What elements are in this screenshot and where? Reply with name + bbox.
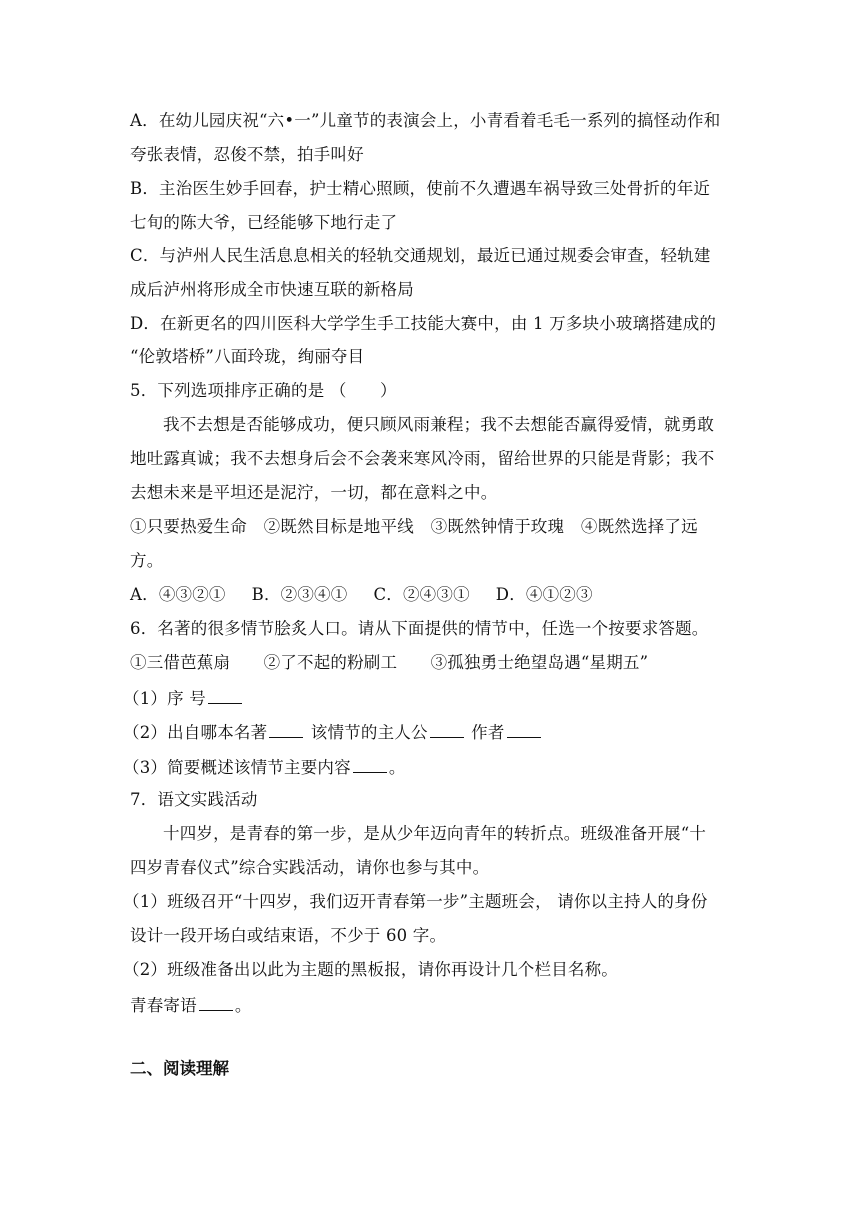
- q7-sub3: [130, 994, 252, 1016]
- q6-sub2-label-protagonist: 该情节的主人公: [310, 723, 428, 742]
- q4-option-c-line2: 成后泸州将形成全市快速互联的新格局: [130, 280, 414, 299]
- q7-sub3-label: 青春寄语: [130, 996, 197, 1015]
- q7-sub1-line2: 设计一段开场白或结束语，不少于 60 字。: [130, 926, 447, 945]
- q4-option-b-line2: 七旬的陈大爷，已经能够下地行走了: [130, 213, 398, 232]
- q5-option-d: D．④①②③: [495, 585, 593, 604]
- q5-stem: 5．下列选项排序正确的是 （ ）: [130, 381, 397, 400]
- q6-sub1: [123, 687, 244, 709]
- q5-passage-line3: 去想未来是平坦还是泥泞，一切，都在意料之中。: [130, 483, 498, 502]
- q4-option-a-line1: A．在幼儿园庆祝“六•一”儿童节的表演会上，小青看着毛毛一系列的搞怪动作和: [130, 111, 721, 130]
- answer-blank: [353, 756, 387, 773]
- q6-sub3: [123, 756, 406, 778]
- answer-blank: [507, 721, 541, 738]
- q5-items-line1: ①只要热爱生命 ②既然目标是地平线 ③既然钟情于玫瑰 ④既然选择了远: [130, 517, 698, 536]
- q6-sub1-label: （1）序 号: [123, 689, 206, 708]
- answer-blank: [430, 721, 464, 738]
- q7-stem: 7．语文实践活动: [130, 790, 258, 809]
- q6-sub3-label: （3）简要概述该情节主要内容: [123, 758, 351, 777]
- q6-sub2-label-author: 作者: [471, 723, 505, 742]
- q5-option-b: B．②③④①: [251, 585, 348, 604]
- q4-option-d-line2: “伦敦塔桥”八面玲珑，绚丽夺目: [130, 347, 365, 366]
- answer-blank: [208, 687, 242, 704]
- answer-blank: [199, 994, 233, 1011]
- answer-blank: [269, 721, 303, 738]
- q4-option-b-line1: B．主治医生妙手回春，护士精心照顾，使前不久遭遇车祸导致三处骨折的年近: [130, 179, 711, 198]
- q5-items-line2: 方。: [130, 551, 164, 570]
- q7-sub3-end: 。: [234, 996, 252, 1015]
- q5-passage-line2: 地吐露真诚；我不去想身后会不会袭来寒风冷雨，留给世界的只能是背影；我不: [130, 449, 715, 468]
- q7-sub2: （2）班级准备出以此为主题的黑板报，请你再设计几个栏目名称。: [123, 960, 618, 979]
- q5-passage-line1: 我不去想是否能够成功，便只顾风雨兼程；我不去想能否赢得爱情，就勇敢: [163, 415, 715, 434]
- q6-sub3-end: 。: [388, 758, 406, 777]
- q6-sub2-label-book: （2）出自哪本名著: [123, 723, 268, 742]
- q6-items: ①三借芭蕉扇 ②了不起的粉刷工 ③孤独勇士绝望岛遇“星期五”: [130, 653, 649, 672]
- q6-sub2: [123, 721, 543, 743]
- q5-options: [130, 585, 593, 605]
- q4-option-d-line1: D．在新更名的四川医科大学学生手工技能大赛中，由 1 万多块小玻璃搭建成的: [130, 314, 717, 333]
- q5-option-c: C．②④③①: [373, 585, 470, 604]
- q5-option-a: A．④③②①: [130, 585, 226, 604]
- q7-passage-line1: 十四岁，是青春的第一步，是从少年迈向青年的转折点。班级准备开展“十: [163, 824, 707, 843]
- q4-option-c-line1: C．与泸州人民生活息息相关的轻轨交通规划，最近已通过规委会审查，轻轨建: [130, 246, 711, 265]
- q7-sub1-line1: （1）班级召开“十四岁，我们迈开青春第一步”主题班会， 请你以主持人的身份: [123, 892, 708, 911]
- q7-passage-line2: 四岁青春仪式”综合实践活动，请你也参与其中。: [130, 858, 490, 877]
- q4-option-a-line2: 夸张表情，忍俊不禁，拍手叫好: [130, 145, 364, 164]
- section-heading-reading: 二、阅读理解: [130, 1059, 229, 1078]
- q6-stem: 6．名著的很多情节脍炙人口。请从下面提供的情节中，任选一个按要求答题。: [130, 619, 709, 638]
